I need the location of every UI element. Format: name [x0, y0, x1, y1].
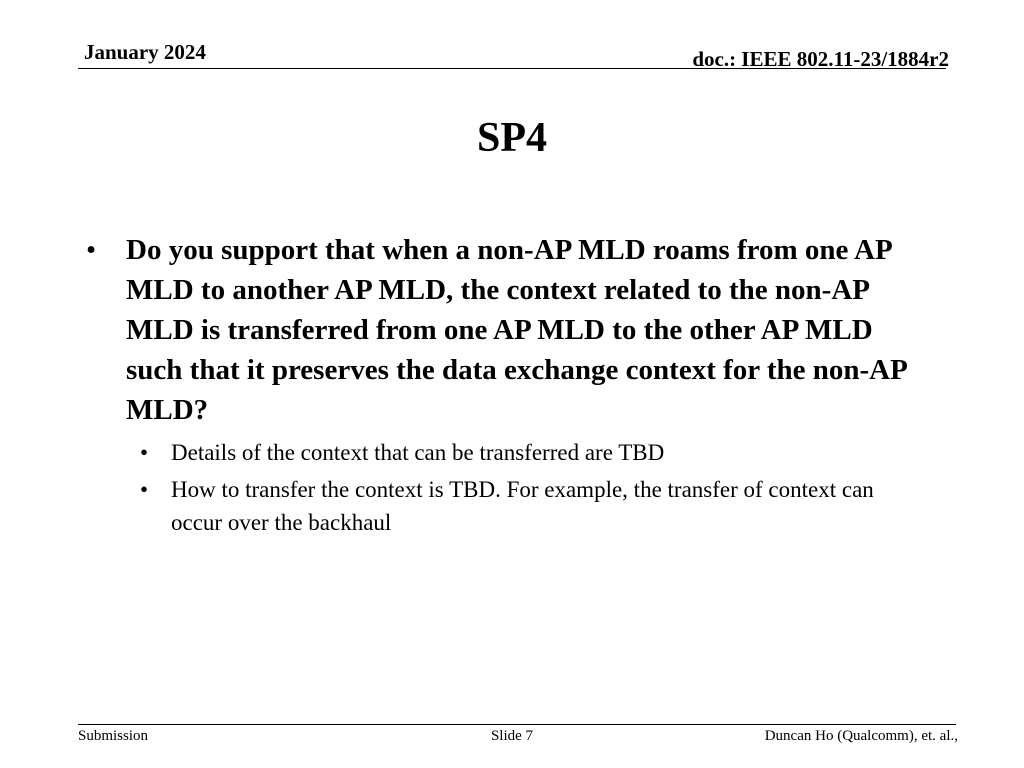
- sub-bullet: [140, 473, 911, 539]
- header-doc-id: doc.: IEEE 802.11-23/1884r2: [692, 47, 949, 71]
- sub-bullet: [140, 436, 911, 469]
- header-divider: [78, 68, 946, 69]
- sub-bullet-text: Details of the context that can be transferred are TBD: [171, 440, 665, 465]
- sub-bullet-list: [84, 436, 934, 539]
- sub-bullet-text: How to transfer the context is TBD. For example, the transfer of context can occur over the backhaul: [171, 477, 874, 535]
- header-date: January 2024: [84, 40, 206, 64]
- slide-body: [84, 230, 934, 543]
- footer-author: Duncan Ho (Qualcomm), et. al.,: [764, 728, 958, 744]
- bullet-marker: •: [86, 234, 97, 266]
- footer-divider: [78, 724, 956, 725]
- slide-title: SP4: [476, 115, 547, 161]
- main-bullet: [84, 230, 934, 430]
- sub-bullet-marker: •: [140, 477, 149, 502]
- main-bullet-text: Do you support that when a non-AP MLD roams from one AP MLD to another AP MLD, the context related to the non-AP MLD is transferred from one AP MLD to the other AP MLD such that it preserves the data exchange context for the non-AP MLD?: [126, 234, 907, 426]
- footer-submission: Submission: [78, 728, 149, 744]
- footer-slide-number: Slide 7: [490, 728, 534, 744]
- sub-bullet-marker: •: [140, 440, 149, 465]
